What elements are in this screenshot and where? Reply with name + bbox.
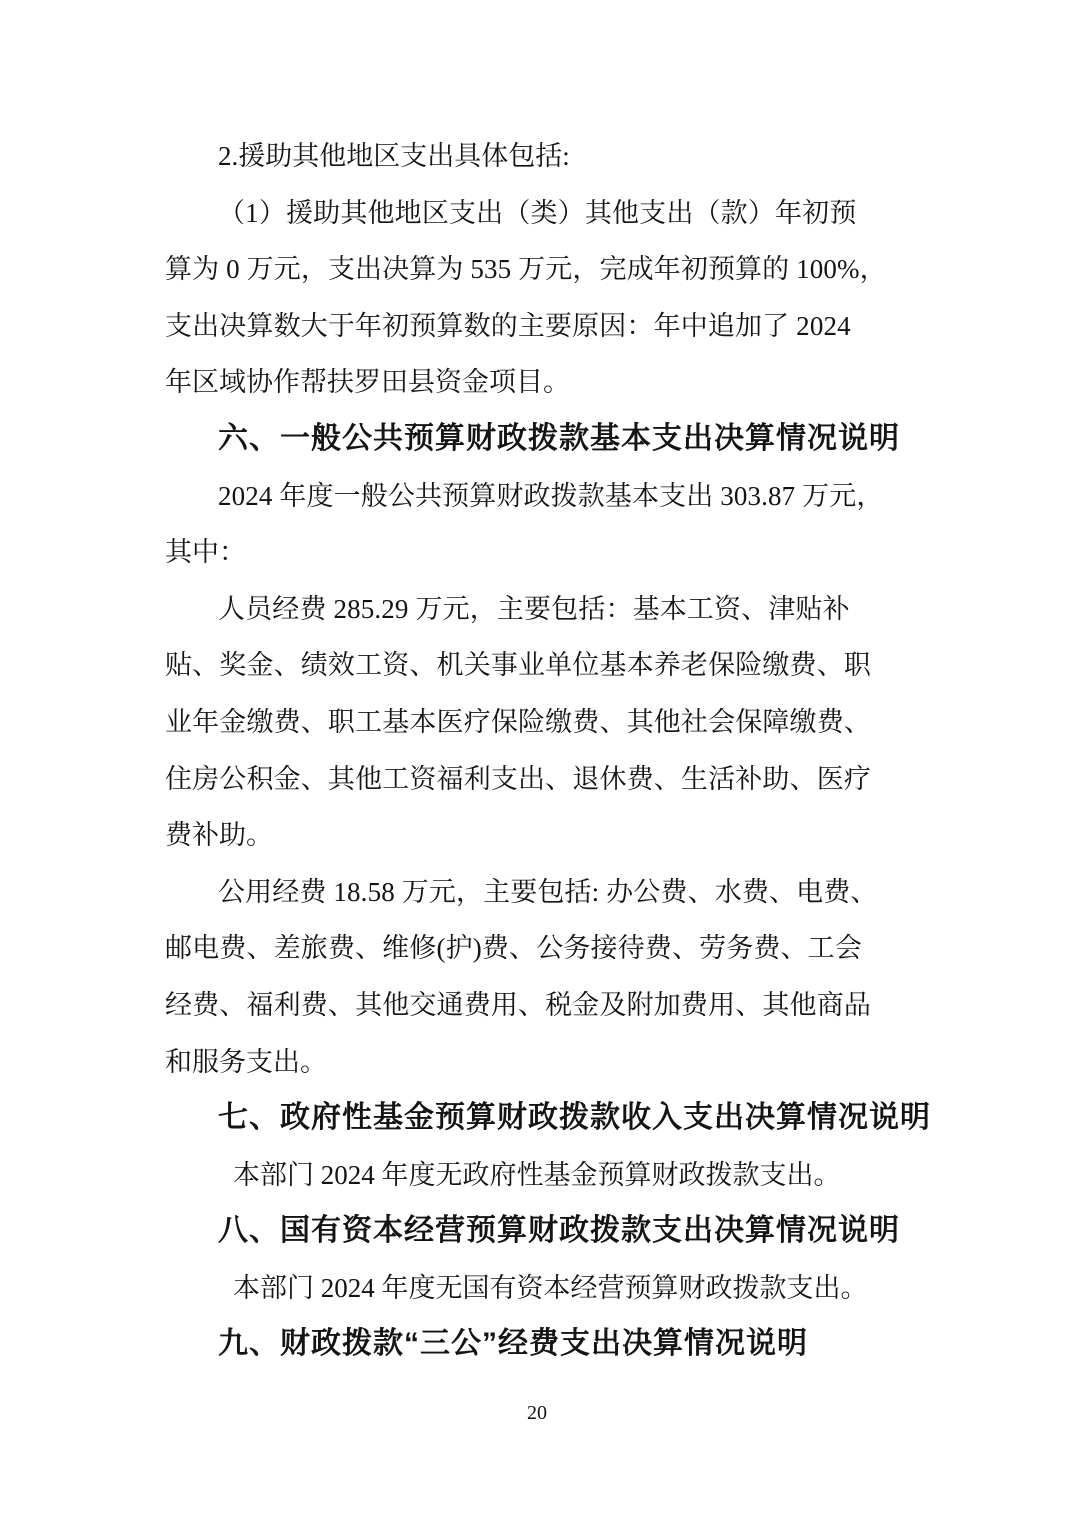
body-line: 算为 0 万元，支出决算为 535 万元，完成年初预算的 100%， — [165, 254, 887, 285]
body-line: 本部门 2024 年度无政府性基金预算财政拨款支出。 — [233, 1159, 841, 1190]
body-line: 人员经费 285.29 万元，主要包括：基本工资、津贴补 — [218, 593, 850, 624]
body-line: 住房公积金、其他工资福利支出、退休费、生活补助、医疗 — [165, 763, 871, 794]
body-line: 年区域协作帮扶罗田县资金项目。 — [165, 367, 570, 398]
body-line: 本部门 2024 年度无国有资本经营预算财政拨款支出。 — [233, 1272, 868, 1303]
body-line: 贴、奖金、绩效工资、机关事业单位基本养老保险缴费、职 — [165, 650, 871, 681]
page-number: 20 — [527, 1402, 547, 1424]
body-line: 2.援助其他地区支出具体包括: — [218, 141, 570, 171]
body-line: 经费、福利费、其他交通费用、税金及附加费用、其他商品 — [165, 989, 871, 1020]
body-line: 费补助。 — [165, 820, 273, 851]
body-line: 2024 年度一般公共预算财政拨款基本支出 303.87 万元， — [218, 480, 884, 511]
section-heading: 九、财政拨款“三公”经费支出决算情况说明 — [218, 1327, 808, 1361]
body-line: （1）援助其他地区支出（类）其他支出（款）年初预 — [218, 197, 857, 228]
body-line: 公用经费 18.58 万元，主要包括: 办公费、水费、电费、 — [218, 876, 878, 907]
section-heading: 八、国有资本经营预算财政拨款支出决算情况说明 — [218, 1214, 900, 1248]
body-line: 业年金缴费、职工基本医疗保险缴费、其他社会保障缴费、 — [165, 706, 871, 737]
section-heading: 七、政府性基金预算财政拨款收入支出决算情况说明 — [218, 1101, 931, 1135]
body-line: 其中： — [165, 537, 246, 568]
document-body — [165, 128, 931, 1373]
body-line: 邮电费、差旅费、维修(护)费、公务接待费、劳务费、工会 — [165, 933, 862, 964]
body-line: 支出决算数大于年初预算数的主要原因：年中追加了 2024 — [165, 310, 851, 341]
section-heading: 六、一般公共预算财政拨款基本支出决算情况说明 — [218, 421, 900, 455]
body-line: 和服务支出。 — [165, 1046, 327, 1077]
